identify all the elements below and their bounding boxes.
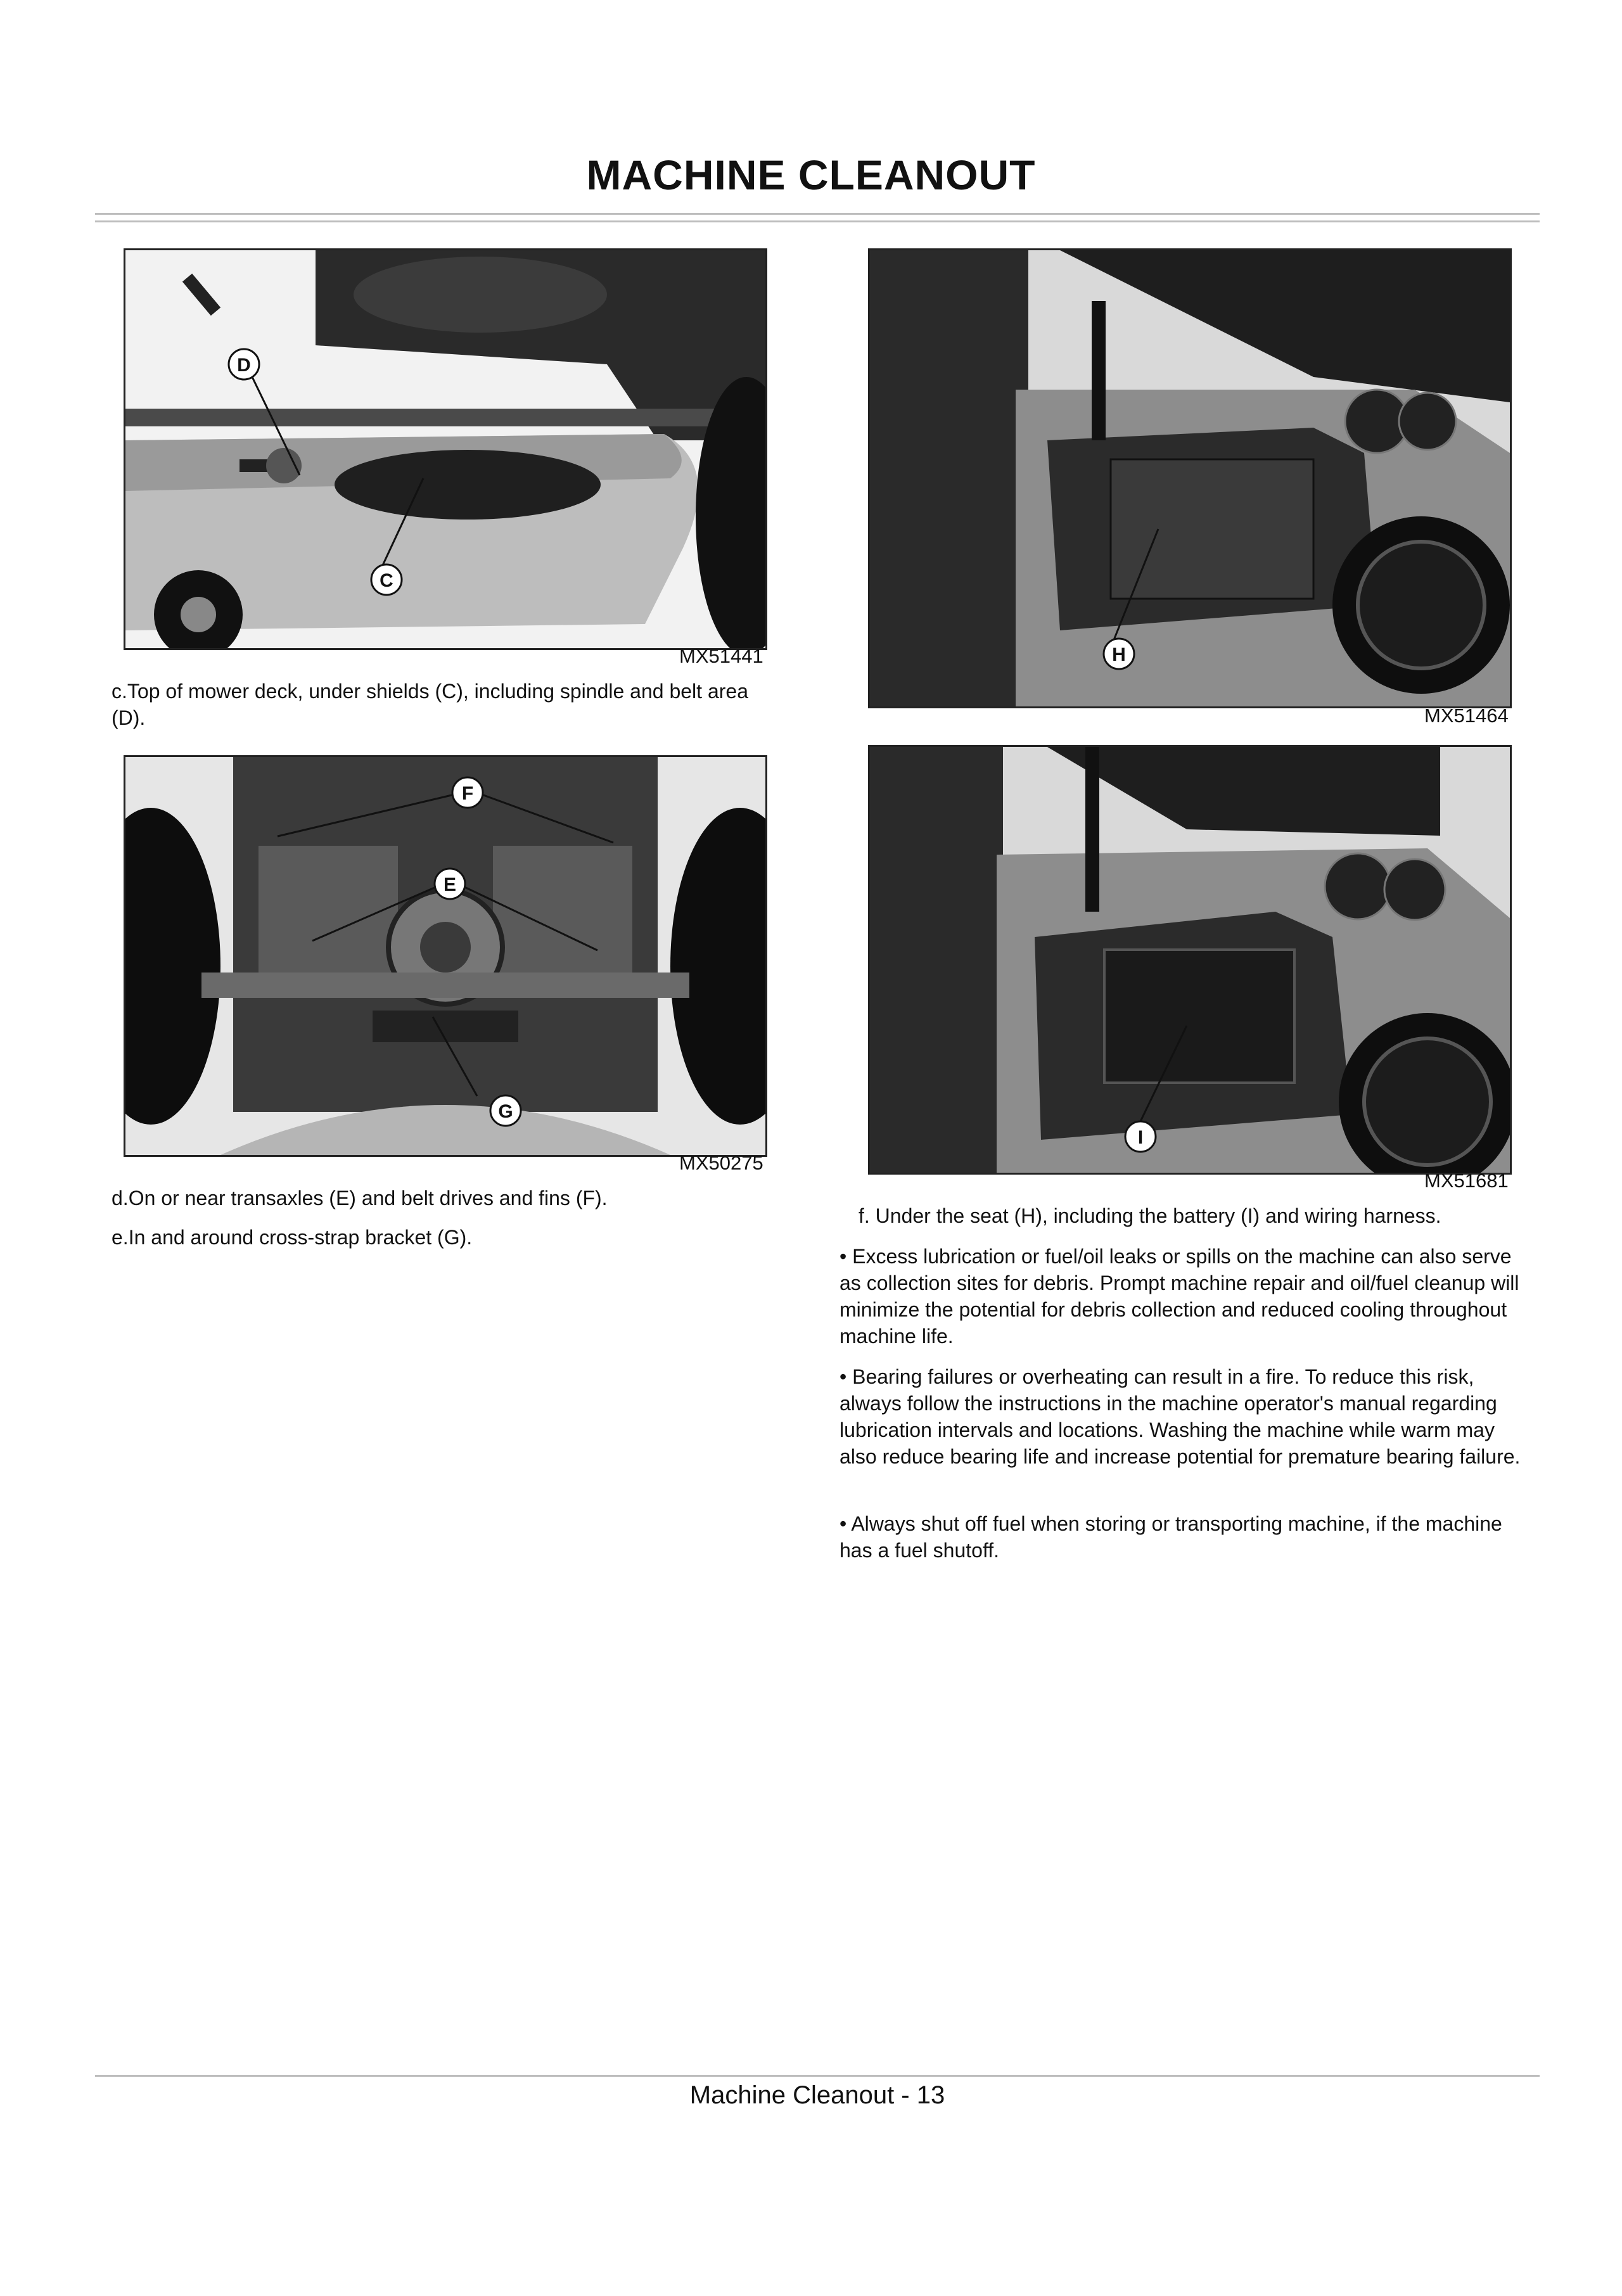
svg-text:G: G — [498, 1101, 513, 1122]
header-rule-2 — [95, 220, 1540, 222]
bullet-bearing-failures: • Bearing failures or overheating can result in a fire. To reduce this risk, always follow the instructions in the machine operator's manual regarding lubrication intervals and locations. Washing the machine while warm may also reduce bearing life and increase potential for premature bearing failure. — [840, 1365, 1521, 1468]
callouts-layer — [870, 747, 1510, 1173]
svg-text:C: C — [380, 570, 393, 591]
footer-rule — [95, 2075, 1540, 2077]
callouts-layer — [870, 250, 1510, 706]
callouts-layer — [125, 250, 765, 648]
step-d-text: d.On or near transaxles (E) and belt drives and fins (F). — [112, 1187, 608, 1209]
figure-code: MX50275 — [679, 1152, 763, 1174]
figure-code: MX51464 — [1424, 705, 1509, 727]
figure-under-seat — [868, 248, 1512, 708]
page-title: MACHINE CLEANOUT — [586, 151, 1036, 198]
figure-code: MX51681 — [1424, 1170, 1509, 1192]
page-footer: Machine Cleanout - 13 — [689, 2081, 945, 2109]
step-e-text: e.In and around cross-strap bracket (G). — [112, 1226, 473, 1249]
svg-text:I: I — [1137, 1127, 1144, 1148]
bullet-excess-lubrication: • Excess lubrication or fuel/oil leaks or spills on the machine can also serve as collection sites for debris. Prompt machine repair and oil/fuel cleanup will minimize the potential for debris collection and reduced cooling throughout machine life. — [840, 1245, 1519, 1348]
step-f-text: f. Under the seat (H), including the battery (I) and wiring harness. — [859, 1204, 1441, 1227]
svg-text:F: F — [461, 783, 474, 804]
header-rule — [95, 213, 1540, 215]
svg-text:E: E — [443, 874, 457, 895]
bullet-shut-off-fuel: • Always shut off fuel when storing or transporting machine, if the machine has a fuel shutoff. — [840, 1512, 1502, 1562]
step-c-text: c.Top of mower deck, under shields (C), including spindle and belt area (D). — [112, 680, 748, 729]
svg-text:D: D — [237, 355, 251, 376]
figure-battery — [868, 745, 1512, 1175]
callouts-layer — [125, 757, 765, 1155]
figure-transaxles — [124, 755, 767, 1157]
figure-code: MX51441 — [679, 645, 763, 667]
svg-text:H: H — [1112, 644, 1126, 665]
figure-mower-deck — [124, 248, 767, 650]
